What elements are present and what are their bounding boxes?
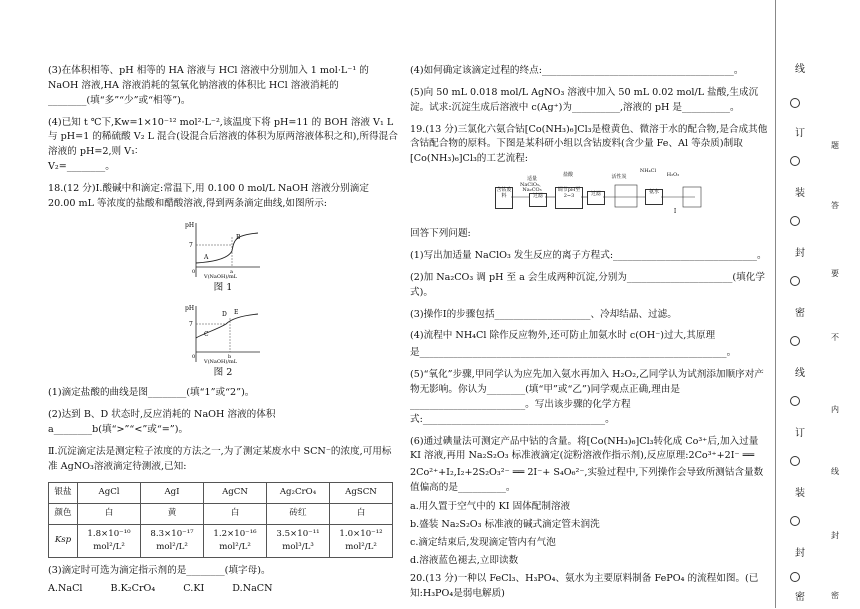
x-zero: 0 [192, 353, 196, 360]
y-axis-label: pH [185, 304, 195, 312]
flow-box-filter: 过滤 [529, 193, 547, 207]
margin-mark: 线 [795, 368, 805, 379]
flow-box-reagent: 适量NaClO₃、Na₂CO₃ [520, 176, 544, 194]
margin-note: 线 [831, 467, 839, 476]
table-cell: Ag₂CrO₄ [267, 482, 330, 503]
margin-note: 封 [831, 531, 839, 540]
flow-box-filter2: 过滤 [587, 191, 605, 205]
question-20-title: 20.(13 分)一种以 FeCl₃、H₃PO₄、氨水为主要原料制备 FePO₄ 的流程如图。(已知:H₃PO₄是弱电解质) [410, 573, 759, 600]
ksp-table [48, 482, 393, 559]
x-axis-label: V(NaOH)/mL [204, 273, 238, 279]
x-a: a [230, 268, 233, 275]
question-19-option-a: a.用久置于空气中的 KI 固体配制溶液 [410, 501, 571, 513]
question-17-part4-answer: V₂=________。 [48, 161, 115, 173]
question-17-part3: (3)在体积相等、pH 相等的 HA 溶液与 HCl 溶液中分别加入 1 mol·L⁻¹ 的 NaOH 溶液,HA 溶液消耗的氢氧化钠溶液的体积比 HCl 溶液消耗的________(填“多”“少”或“相等”)。 [48, 65, 369, 106]
x-zero: 0 [192, 268, 196, 275]
margin-circle [790, 456, 800, 466]
table-row [49, 503, 393, 524]
margin-mark: 线 [795, 64, 805, 75]
margin-circle [790, 276, 800, 286]
table-cell: 1.8×10⁻¹⁰ mol²/L² [78, 524, 141, 558]
question-19-part4-answer: 是________________________________________________________________。 [410, 347, 737, 359]
question-19-part5: (5)“氧化”步骤,甲同学认为应先加入氨水再加入 H₂O₂,乙同学认为试剂添加顺序对产物无影响。你认为________(填“甲”或“乙”)同学观点正确,理由是________________________。写出该步骤的化学方程式:______________________________________。 [410, 369, 764, 425]
question-18-part3: (3)滴定时可选为滴定指示剂的是________(填字母)。 [48, 565, 271, 577]
flow-box-ph: 调节pH至2~3 [555, 187, 583, 209]
question-19-part1: (1)写出加适量 NaClO₃ 发生反应的离子方程式:______________________________。 [410, 250, 767, 262]
right-column [410, 64, 770, 609]
margin-note: 题 [831, 141, 839, 150]
margin-circle [790, 516, 800, 526]
margin-circle [790, 156, 800, 166]
margin-circle [790, 216, 800, 226]
figure-1-caption: 图 1 [213, 281, 233, 293]
flow-box-h2o2: H₂O₂ [666, 172, 680, 179]
figure-2-caption: 图 2 [213, 366, 233, 378]
table-cell: AgCl [78, 482, 141, 503]
margin-mark: 封 [795, 548, 805, 559]
question-19-part6: (6)通过碘量法可测定产品中钴的含量。将[Co(NH₃)₆]Cl₃转化成 Co³⁺后,加入过量 KI 溶液,再用 Na₂S₂O₃ 标准液滴定(淀粉溶液作指示剂),反应原理:2Co³⁺+2I⁻ ══ [410, 435, 759, 462]
point-c-label: C [204, 330, 209, 338]
table-row [49, 482, 393, 503]
flow-arrows [495, 169, 705, 221]
table-cell: 3.5×10⁻¹¹ mol³/L³ [267, 524, 330, 558]
left-column [48, 64, 398, 601]
x-b: b [228, 353, 232, 360]
margin-circle [790, 396, 800, 406]
margin-note: 不 [831, 333, 839, 342]
question-18-section2: Ⅱ.沉淀滴定法是测定粒子浓度的方法之一,为了测定某废水中 SCN⁻的浓度,可用标准 AgNO₃溶液滴定待测液,已知: [48, 446, 392, 472]
table-cell: 黄 [141, 503, 204, 524]
margin-circle [790, 98, 800, 108]
point-b-label: B [236, 233, 241, 241]
margin-mark: 装 [795, 188, 805, 199]
margin-mark: 订 [795, 428, 805, 439]
process-flow-diagram [495, 169, 705, 221]
margin-note: 内 [831, 405, 839, 414]
flow-box-carbon: 活性炭 [611, 174, 627, 181]
table-row [49, 524, 393, 558]
question-18-part1: (1)滴定盐酸的曲线是图________(填“1”或“2”)。 [48, 387, 255, 399]
margin-note: 密 [831, 591, 839, 600]
margin-mark: 密 [795, 308, 805, 319]
titration-curve-figure-2 [182, 302, 264, 364]
table-cell: 1.2×10⁻¹⁶ mol²/L² [204, 524, 267, 558]
question-19-part2: (2)加 Na₂CO₃ 调 pH 至 a 会生成两种沉淀,分别为______________________(填化学式)。 [410, 271, 765, 298]
table-cell: 白 [78, 503, 141, 524]
question-19-title: 19.(13 分)三氯化六氨合钴[Co(NH₃)₆]Cl₃是橙黄色、微溶于水的配合物,是合成其他含钴配合物的原料。下图是某科研小组以含钴废料(含少量 Fe、Al 等杂质)制取[Co(NH₃)₆]Cl₃的工艺流程: [410, 123, 768, 165]
margin-mark: 订 [795, 128, 805, 139]
question-18-part4: (4)如何确定该滴定过程的终点:________________________________________。 [410, 65, 744, 76]
margin-mark: 密 [795, 592, 805, 603]
tick-7: 7 [189, 320, 193, 328]
question-18-part5: (5)向 50 mL 0.018 mol/L AgNO₃ 溶液中加入 50 mL 0.02 mol/L 盐酸,生成沉淀。试求:沉淀生成后溶液中 c(Ag⁺)为__________,溶液的 pH 是__________。 [410, 86, 759, 113]
margin-note: 答 [831, 201, 839, 210]
question-18-part2: (2)达到 B、D 状态时,反应消耗的 NaOH 溶液的体积 a________b(填“>”“<”或“=”)。 [48, 409, 276, 436]
flow-box-nh4cl: NH₄Cl [639, 168, 657, 175]
point-e-label: E [234, 308, 239, 316]
question-19-intro: 回答下列问题: [410, 228, 471, 240]
option-b: B.K₂CrO₄ [110, 583, 156, 595]
margin-mark: 装 [795, 488, 805, 499]
table-cell: 白 [204, 503, 267, 524]
flow-box-ammonia: 氨水 [645, 189, 663, 205]
question-18-options [48, 582, 398, 597]
point-d-label: D [222, 310, 227, 318]
question-19-option-d: d.溶液蓝色褪去,立即读数 [410, 554, 519, 566]
margin-note: 要 [831, 269, 839, 278]
table-cell: AgI [141, 482, 204, 503]
table-cell: AgCN [204, 482, 267, 503]
flow-box-op1: Ⅰ [673, 208, 677, 216]
titration-curve-figure-1 [182, 219, 264, 279]
table-cell: 银盐 [49, 482, 78, 503]
table-cell: AgSCN [330, 482, 393, 503]
binding-margin [775, 0, 860, 608]
margin-circle [790, 336, 800, 346]
x-axis-label: V(NaOH)/mL [204, 358, 238, 364]
table-cell: 砖红 [267, 503, 330, 524]
question-18-title: 18.(12 分)Ⅰ.酸碱中和滴定:常温下,用 0.100 0 mol/L NaOH 溶液分别滴定 20.00 mL 等浓度的盐酸和醋酸溶液,得到两条滴定曲线,如图所示: [48, 183, 369, 209]
option-c: C.KI [183, 583, 205, 595]
option-d: D.NaCN [232, 583, 273, 595]
question-19-part4: (4)流程中 NH₄Cl 除作反应物外,还可防止加氨水时 c(OH⁻)过大,其原理 [410, 330, 716, 342]
table-cell: 1.0×10⁻¹² mol²/L² [330, 524, 393, 558]
y-axis-label: pH [185, 221, 195, 229]
table-cell: 8.3×10⁻¹⁷ mol²/L² [141, 524, 204, 558]
question-19-option-c: c.滴定结束后,发现滴定管内有气泡 [410, 536, 556, 548]
table-cell: Ksp [49, 524, 78, 558]
question-19-part6-cont: 2Co²⁺+I₂,I₂+2S₂O₃²⁻ ══ 2I⁻+ S₄O₆²⁻,实验过程中,下列操作会导致所测钴含量数值偏高的是__________。 [410, 467, 764, 494]
table-cell: 白 [330, 503, 393, 524]
point-a-label: A [204, 253, 209, 261]
margin-mark: 封 [795, 248, 805, 259]
question-17-part4: (4)已知 t ℃下,Kw=1×10⁻¹² mol²·L⁻²,该温度下将 pH=11 的 BOH 溶液 V₁ L 与 pH=1 的稀硫酸 V₂ L 混合(设混合后溶液的体积为原两溶液体积之和),所得混合溶液的 pH=2,则 V₁∶ [48, 116, 398, 158]
question-19-part3: (3)操作Ⅰ的步骤包括____________________、冷却结晶、过滤。 [410, 308, 677, 320]
tick-7: 7 [189, 241, 193, 249]
margin-circle [790, 572, 800, 582]
table-cell: 颜色 [49, 503, 78, 524]
question-19-option-b: b.盛装 Na₂S₂O₃ 标准液的碱式滴定管未润洗 [410, 518, 600, 530]
option-a: A.NaCl [48, 583, 83, 595]
flow-box-raw: 含钴废料 [495, 187, 513, 209]
flow-box-acid: 盐酸 [562, 172, 573, 179]
